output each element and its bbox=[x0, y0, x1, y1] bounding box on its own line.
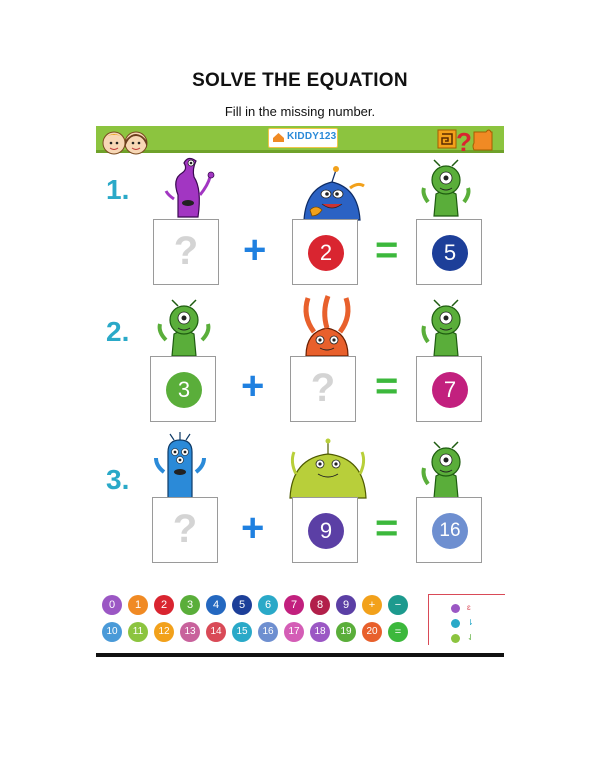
blue-alien-monster bbox=[296, 160, 368, 222]
equation-2-plus: + bbox=[241, 364, 265, 408]
number-ball-row2-10: 20 bbox=[362, 622, 382, 642]
answer-key-dot bbox=[451, 604, 460, 613]
number-ball-row2-0: 10 bbox=[102, 622, 122, 642]
equation-3-plus: + bbox=[241, 506, 265, 550]
equation-1-plus: + bbox=[243, 228, 267, 272]
answer-key-row bbox=[451, 633, 501, 645]
answer-key-row bbox=[451, 603, 501, 615]
green-three-eyed-alien-3 bbox=[418, 296, 474, 358]
number-ball-row1-5: 5 bbox=[232, 595, 252, 615]
number-ball-row2-3: 13 bbox=[180, 622, 200, 642]
lime-dome-monster bbox=[286, 438, 370, 500]
orange-tentacle-monster bbox=[292, 292, 362, 358]
equation-1-addend-a-box[interactable] bbox=[153, 219, 219, 285]
number-ball-row2-9: 19 bbox=[336, 622, 356, 642]
number-ball-row2-6: 16 bbox=[258, 622, 278, 642]
number-ball-row1-6: 6 bbox=[258, 595, 278, 615]
number-badge: 5 bbox=[432, 235, 468, 271]
number-ball-row1-4: 4 bbox=[206, 595, 226, 615]
equation-1-number: 1. bbox=[106, 174, 130, 205]
missing-number-1: ? bbox=[173, 229, 199, 273]
kiddy123-logo bbox=[268, 128, 338, 148]
bottom-bar bbox=[96, 653, 504, 657]
number-ball-row2-8: 18 bbox=[310, 622, 330, 642]
number-ball-row1-7: 7 bbox=[284, 595, 304, 615]
puzzle-question-icon bbox=[436, 124, 494, 156]
number-badge: 9 bbox=[308, 513, 344, 549]
answer-key-value: ɛ bbox=[467, 603, 471, 612]
number-badge: 7 bbox=[432, 372, 468, 408]
house-logo-icon bbox=[272, 132, 285, 143]
equation-2-number: 2. bbox=[106, 316, 130, 347]
logo-text: KIDDY123 bbox=[287, 131, 337, 142]
number-ball-row1-0: 0 bbox=[102, 595, 122, 615]
purple-worm-monster bbox=[158, 155, 220, 220]
green-three-eyed-alien-1 bbox=[418, 158, 474, 218]
number-ball-row1-8: 8 bbox=[310, 595, 330, 615]
equation-2-equals: = bbox=[375, 364, 399, 408]
number-badge: 2 bbox=[308, 235, 344, 271]
page-subtitle: Fill in the missing number. bbox=[224, 104, 376, 119]
number-ball-row2-5: 15 bbox=[232, 622, 252, 642]
number-ball-row2-11: = bbox=[388, 622, 408, 642]
equation-1-equals: = bbox=[375, 228, 399, 272]
equation-2-addend-a-box bbox=[150, 356, 216, 422]
answer-key-dot bbox=[451, 619, 460, 628]
equation-1-result-box bbox=[416, 219, 482, 285]
equation-1-addend-b-box bbox=[292, 219, 358, 285]
svg-text:?: ? bbox=[456, 127, 472, 156]
answer-key bbox=[428, 594, 505, 645]
blue-multi-eyed-monster bbox=[150, 432, 210, 500]
answer-key-value: ⇂ bbox=[467, 618, 474, 627]
number-badge: 3 bbox=[166, 372, 202, 408]
equation-3-equals: = bbox=[375, 506, 399, 550]
number-ball-row2-1: 11 bbox=[128, 622, 148, 642]
green-three-eyed-alien-4 bbox=[418, 438, 474, 500]
number-ball-row2-2: 12 bbox=[154, 622, 174, 642]
number-ball-row1-1: 1 bbox=[128, 595, 148, 615]
number-ball-row1-2: 2 bbox=[154, 595, 174, 615]
number-badge: 16 bbox=[432, 513, 468, 549]
page-title: SOLVE THE EQUATION bbox=[192, 70, 408, 91]
number-ball-row2-7: 17 bbox=[284, 622, 304, 642]
number-ball-row1-10: + bbox=[362, 595, 382, 615]
missing-number-3: ? bbox=[172, 507, 198, 551]
equation-3-addend-a-box[interactable] bbox=[152, 497, 218, 563]
missing-number-2: ? bbox=[310, 366, 336, 410]
number-ball-row1-3: 3 bbox=[180, 595, 200, 615]
number-ball-row2-4: 14 bbox=[206, 622, 226, 642]
equation-3-result-box bbox=[416, 497, 482, 563]
equation-3-addend-b-box bbox=[292, 497, 358, 563]
answer-key-row bbox=[451, 618, 501, 630]
kids-faces-icon bbox=[100, 124, 160, 158]
number-ball-row1-11: − bbox=[388, 595, 408, 615]
answer-key-value: ⇃ bbox=[467, 633, 474, 642]
answer-key-dot bbox=[451, 634, 460, 643]
green-three-eyed-alien-2 bbox=[154, 296, 216, 358]
equation-2-addend-b-box[interactable] bbox=[290, 356, 356, 422]
equation-2-result-box bbox=[416, 356, 482, 422]
number-ball-row1-9: 9 bbox=[336, 595, 356, 615]
equation-3-number: 3. bbox=[106, 464, 130, 495]
